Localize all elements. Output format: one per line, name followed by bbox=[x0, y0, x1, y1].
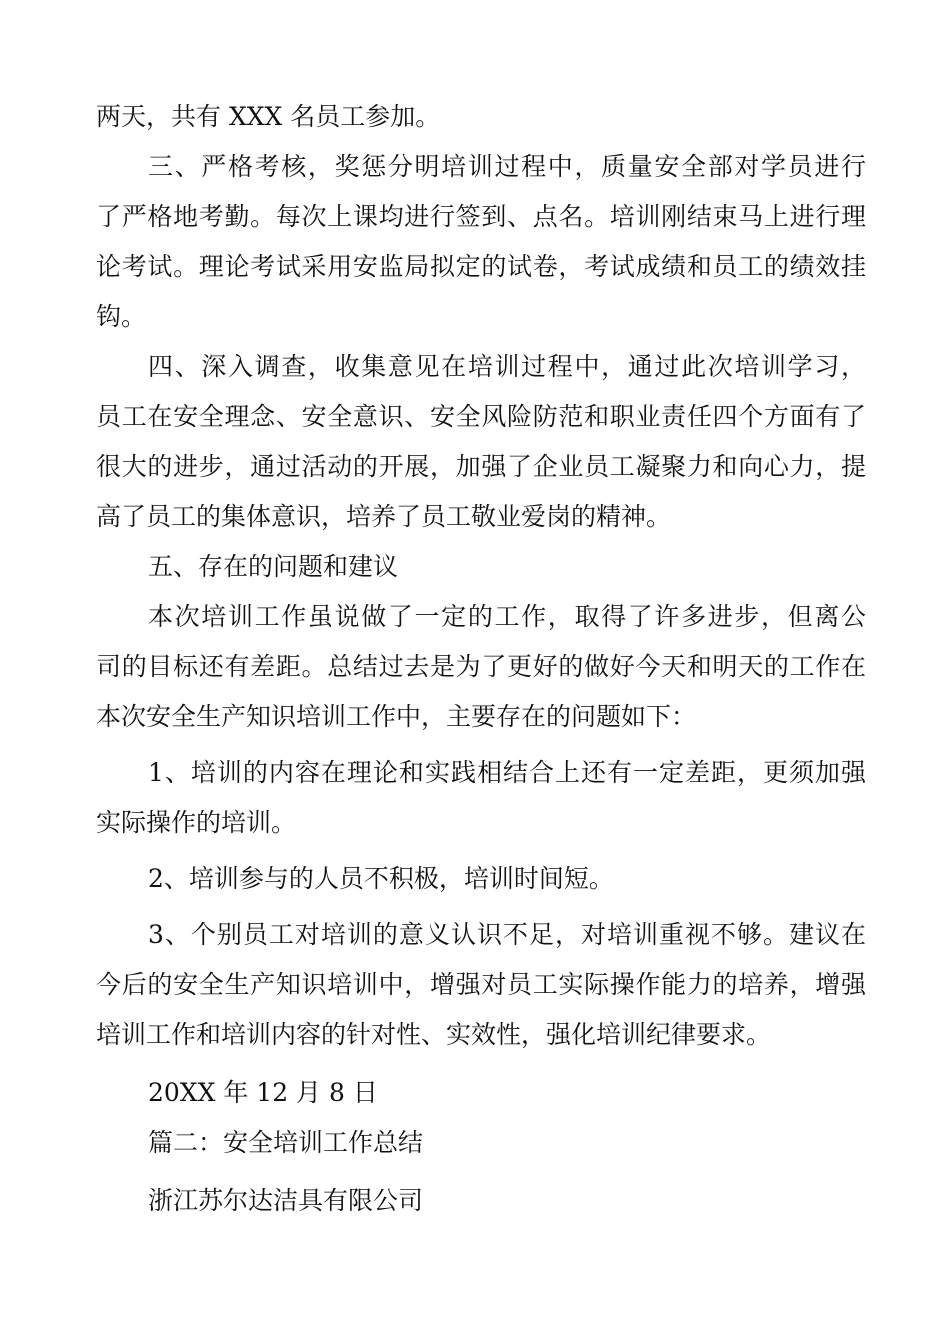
text-line: 3、个别员工对培训的意义认识不足，对培训重视不够。建议在 bbox=[148, 920, 866, 949]
text-line: 三、严格考核，奖惩分明培训过程中，质量安全部对学员进行 bbox=[148, 152, 866, 181]
text-line: 浙江苏尔达洁具有限公司 bbox=[148, 1186, 424, 1215]
text-line: 20XX 年 12 月 8 日 bbox=[148, 1078, 378, 1107]
text-line: 培训工作和培训内容的针对性、实效性，强化培训纪律要求。 bbox=[96, 1020, 772, 1049]
paragraph-summary bbox=[96, 592, 866, 742]
text-line: 员工在安全理念、安全意识、安全风险防范和职业责任四个方面有了 bbox=[96, 402, 866, 431]
list-item-problem-1 bbox=[96, 748, 866, 848]
text-line: 本次安全生产知识培训工作中，主要存在的问题如下： bbox=[96, 702, 697, 731]
text-line: 司的目标还有差距。总结过去是为了更好的做好今天和明天的工作在 bbox=[96, 652, 866, 681]
text-line: 两天，共有 XXX 名员工参加。 bbox=[96, 102, 441, 131]
text-line: 今后的安全生产知识培训中，增强对员工实际操作能力的培养，增强 bbox=[96, 970, 866, 999]
text-line: 高了员工的集体意识，培养了员工敬业爱岗的精神。 bbox=[96, 502, 672, 531]
list-item-problem-3 bbox=[96, 910, 866, 1060]
paragraph-attendance bbox=[96, 92, 866, 142]
document-body bbox=[96, 92, 866, 1226]
text-line: 1、培训的内容在理论和实践相结合上还有一定差距，更须加强 bbox=[148, 758, 866, 787]
text-line: 四、深入调查，收集意见在培训过程中，通过此次培训学习， bbox=[148, 352, 866, 381]
company-name bbox=[96, 1176, 866, 1226]
text-line: 篇二：安全培训工作总结 bbox=[148, 1128, 424, 1157]
text-line: 了严格地考勤。每次上课均进行签到、点名。培训刚结束马上进行理 bbox=[96, 202, 866, 231]
paragraph-investigation bbox=[96, 342, 866, 542]
text-line: 本次培训工作虽说做了一定的工作，取得了许多进步，但离公 bbox=[148, 602, 866, 631]
document-date bbox=[96, 1068, 866, 1118]
paragraph-strict-assessment bbox=[96, 142, 866, 342]
text-line: 很大的进步，通过活动的开展，加强了企业员工凝聚力和向心力，提 bbox=[96, 452, 866, 481]
text-line: 钩。 bbox=[96, 302, 147, 331]
text-line: 实际操作的培训。 bbox=[96, 808, 297, 837]
list-item-problem-2 bbox=[96, 854, 866, 904]
section-heading-problems bbox=[96, 542, 866, 592]
section-title-part-two bbox=[96, 1118, 866, 1168]
text-line: 2、培训参与的人员不积极，培训时间短。 bbox=[148, 864, 614, 893]
text-line: 论考试。理论考试采用安监局拟定的试卷，考试成绩和员工的绩效挂 bbox=[96, 252, 866, 281]
text-line: 五、存在的问题和建议 bbox=[148, 552, 399, 581]
